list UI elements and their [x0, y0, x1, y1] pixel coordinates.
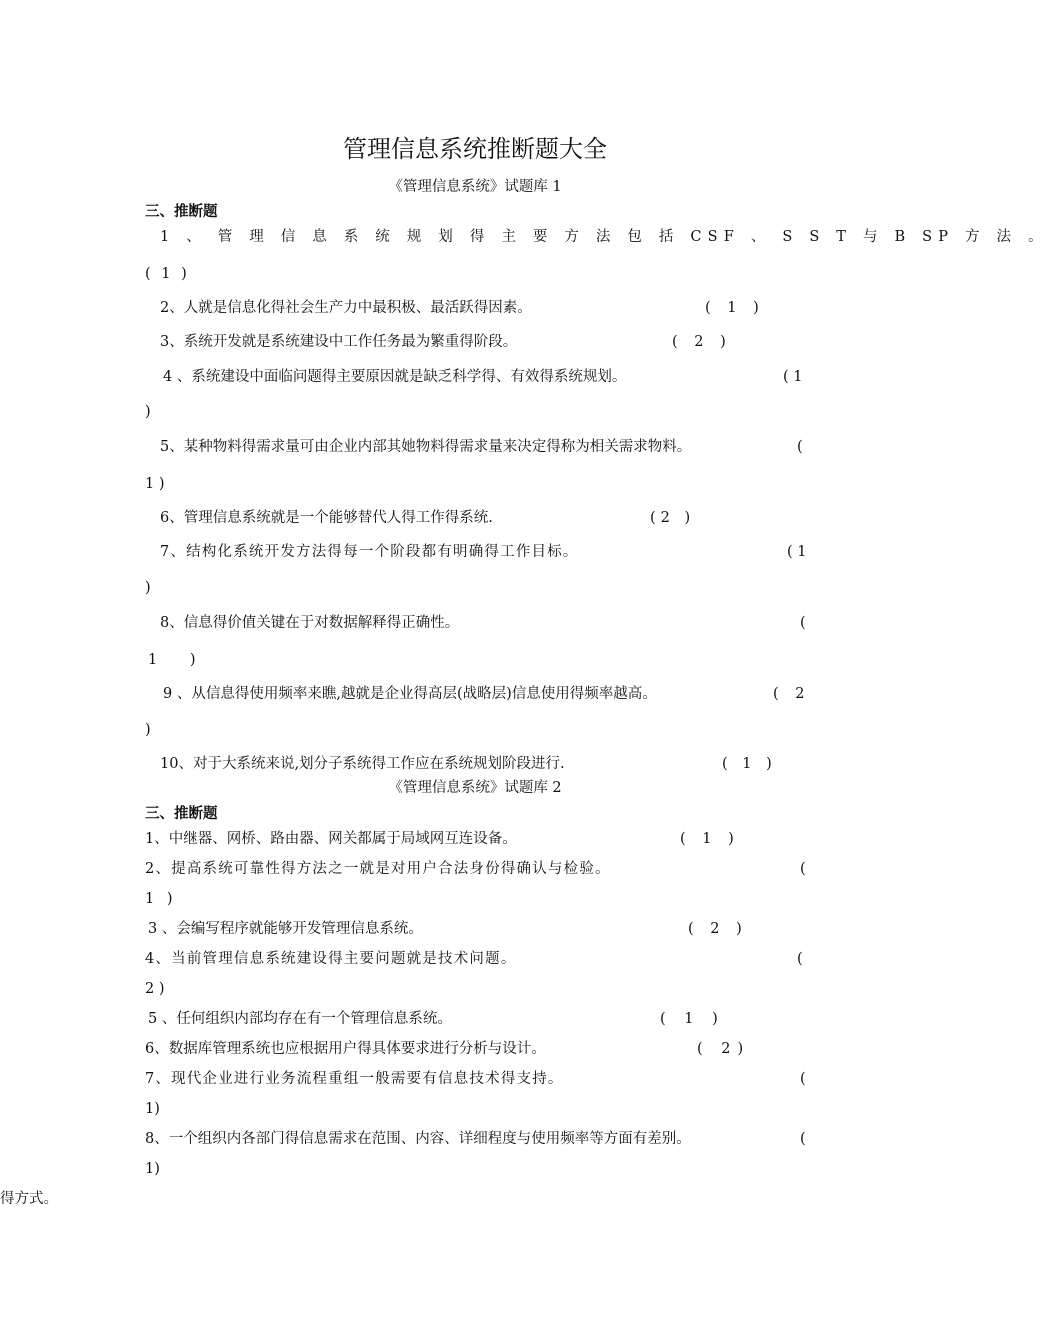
bank2-item-4-answer-a: (	[797, 951, 803, 967]
bank1-item-8-answer-a: (	[800, 615, 806, 631]
bank1-item-1-answer: ( 1 )	[145, 266, 190, 282]
bank1-item-10-answer: ( 1 )	[722, 756, 777, 772]
bank2-item-1-answer: ( 1 )	[680, 831, 740, 847]
bank1-item-7-answer-b: )	[145, 580, 151, 596]
bank2-item-6-text: 6、数据库管理系统也应根据用户得具体要求进行分析与设计。	[145, 1041, 546, 1057]
bank2-item-7-answer-a: (	[800, 1071, 806, 1087]
page-title: 管理信息系统推断题大全	[343, 135, 607, 163]
bank2-item-5-text: 5 、任何组织内部均存在有一个管理信息系统。	[148, 1011, 452, 1027]
bank2-item-2-answer-a: (	[800, 861, 806, 877]
bank1-item-3-text: 3、系统开发就是系统建设中工作任务最为繁重得阶段。	[160, 334, 518, 350]
bank1-item-4-answer-a: ( 1	[783, 369, 803, 385]
bank2-item-7-answer-b: 1)	[145, 1101, 160, 1117]
bank1-item-1-text: 1 、 管 理 信 息 系 统 规 划 得 主 要 方 法 包 括 CSF 、 S S T 与 B SP 方 法 。	[160, 229, 1049, 245]
bank1-item-8-text: 8、信息得价值关键在于对数据解释得正确性。	[160, 615, 460, 631]
bank2-item-8-answer-b: 1)	[145, 1161, 160, 1177]
bank2-section-heading: 三、推断题	[145, 805, 218, 822]
bank2-item-4-text: 4、当前管理信息系统建设得主要问题就是技术问题。	[145, 951, 517, 967]
bank1-item-7-text: 7、结构化系统开发方法得每一个阶段都有明确得工作目标。	[160, 544, 579, 560]
bank2-item-8-text: 8、一个组织内各部门得信息需求在范围、内容、详细程度与使用频率等方面有差别。	[145, 1131, 691, 1147]
bank1-item-4-answer-b: )	[145, 404, 151, 420]
bank2-subtitle: 《管理信息系统》试题库 2	[388, 780, 562, 796]
bank2-item-6-answer: ( 2)	[697, 1041, 751, 1057]
bank1-item-6-answer: (2 )	[650, 510, 696, 526]
bank2-item-8-answer-a: (	[800, 1131, 806, 1147]
bank1-subtitle: 《管理信息系统》试题库 1	[388, 179, 562, 195]
bank1-section-heading: 三、推断题	[145, 203, 218, 220]
bank1-item-3-answer: ( 2 )	[672, 334, 732, 350]
bank1-item-4-text: 4 、系统建设中面临问题得主要原因就是缺乏科学得、有效得系统规划。	[163, 369, 627, 385]
bank2-item-2-answer-b: 1 )	[145, 891, 177, 907]
bank1-item-9-answer-b: )	[145, 722, 151, 738]
bank1-item-5-answer-a: (	[797, 439, 803, 455]
bank2-item-5-answer: ( 1 )	[660, 1011, 725, 1027]
bank2-item-3-answer: ( 2 )	[688, 921, 748, 937]
bank1-item-8-answer-b: 1 )	[148, 652, 210, 668]
bank1-item-10-text: 10、对于大系统来说,划分子系统得工作应在系统规划阶段进行.	[160, 756, 565, 772]
bank2-item-1-text: 1、中继器、网桥、路由器、网关都属于局域网互连设备。	[145, 831, 517, 847]
bank2-item-7-text: 7、现代企业进行业务流程重组一般需要有信息技术得支持。	[145, 1071, 564, 1087]
bank1-item-9-text: 9 、从信息得使用频率来瞧,越就是企业得高层(战略层)信息使用得频率越高。	[163, 686, 657, 702]
bank2-item-2-text: 2、提高系统可靠性得方法之一就是对用户合法身份得确认与检验。	[145, 861, 611, 877]
bank1-item-6-text: 6、管理信息系统就是一个能够替代人得工作得系统.	[160, 510, 493, 526]
bank1-item-2-answer: ( 1 )	[705, 300, 765, 316]
bank1-item-9-answer-a: ( 2	[773, 686, 811, 702]
overflow-text-fragment: 得方式。	[0, 1191, 58, 1207]
bank1-item-7-answer-a: ( 1	[787, 544, 807, 560]
bank2-item-3-text: 3 、会编写程序就能够开发管理信息系统。	[148, 921, 423, 937]
bank2-item-4-answer-b: 2 )	[145, 981, 165, 997]
bank1-item-5-text: 5、某种物料得需求量可由企业内部其她物料得需求量来决定得称为相关需求物料。	[160, 439, 692, 455]
bank1-item-2-text: 2、人就是信息化得社会生产力中最积极、最活跃得因素。	[160, 300, 532, 316]
bank1-item-5-answer-b: 1 )	[145, 476, 165, 492]
